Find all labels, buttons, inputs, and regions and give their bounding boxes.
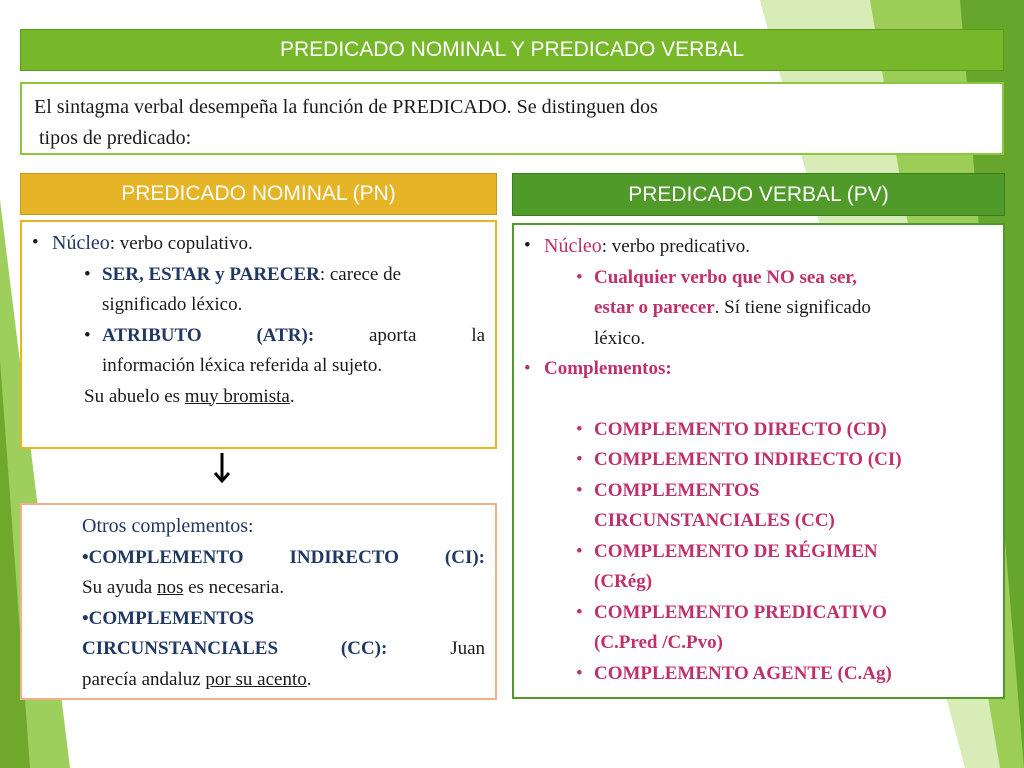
pv-item-cpred-line-1: COMPLEMENTO PREDICATIVO [594,601,887,623]
bullet-icon: • [576,662,583,684]
pn-atr-line-1 [102,321,485,352]
bullet-icon: • [84,324,91,346]
pn-ser-text-2: significado léxico. [102,294,243,315]
pv-item-cd-text: COMPLEMENTO DIRECTO (CD) [594,418,887,440]
pv-complementos-item [524,354,993,385]
otros-cc-label-2b: (CC): [340,638,388,659]
pn-example-pre: Su abuelo es [84,385,185,407]
pn-content-box [20,220,497,449]
bullet-icon: • [576,449,583,470]
pn-atr-abbr: (ATR): [256,324,315,346]
pv-item-cd [524,415,993,446]
pn-nucleo-text: : verbo copulativo. [109,233,253,254]
pv-item-cag [524,659,993,690]
pv-complementos-label: Complementos: [544,358,672,379]
pv-item-creg-line-2: (CRég) [594,571,653,592]
bullet-icon: • [524,358,531,379]
otros-cc-line-2 [82,634,485,665]
intro-line-1: El sintagma verbal desempeña la función de PREDICADO. Se distinguen dos [34,96,658,118]
bullet-icon: • [576,479,583,501]
pn-ser-item [32,260,485,321]
otros-ci-example-post: es necesaria. [183,577,285,598]
arrow-down-icon [210,451,234,485]
pn-header: PREDICADO NOMINAL (PN) [20,173,497,215]
pv-item-cc [524,476,993,537]
pn-atr-line-2: información léxica referida al sujeto. [102,355,383,376]
pn-atr-label: ATRIBUTO [102,324,202,346]
pv-item-creg-line-1: COMPLEMENTO DE RÉGIMEN [594,540,878,562]
bullet-icon: • [576,266,583,288]
bullet-icon: • [576,418,583,440]
bullet-icon: • [84,263,91,285]
bullet-icon: • [524,235,531,256]
pv-cualquier-line-3: léxico. [594,327,646,349]
otros-ci-example-pre: Su ayuda [82,577,157,598]
pn-example-post: . [289,385,295,407]
pv-item-cpred [524,598,993,659]
page-title: PREDICADO NOMINAL Y PREDICADO VERBAL [20,29,1004,71]
pn-ser-text-1: : carece de [319,263,402,285]
bullet-icon: • [32,232,39,253]
pv-item-cag-text: COMPLEMENTO AGENTE (C.Ag) [594,662,892,684]
otros-cc-label-2a: CIRCUNSTANCIALES [82,638,279,659]
pv-item-cpred-line-2: (C.Pred /C.Pvo) [594,632,723,653]
otros-title [82,511,485,543]
pn-example [32,382,485,413]
pn-atr-word-1: aporta [368,324,417,346]
intro-text-box [20,82,1004,155]
pv-cualquier-item [524,263,993,355]
pv-item-ci-text: COMPLEMENTO INDIRECTO (CI) [594,449,902,470]
intro-line-2: tipos de predicado: [39,127,192,149]
otros-cc-example-2-pre: parecía andaluz [82,668,206,690]
pv-header: PREDICADO VERBAL (PV) [512,173,1005,216]
pv-cualquier-line-1: Cualquier verbo que NO sea ser, [594,266,857,288]
otros-cc-label-1: •COMPLEMENTOS [82,607,255,629]
pv-cualquier-line-2: estar o parecer [594,297,715,318]
pv-cualquier-line-2-post: . Sí tiene significado [714,297,871,318]
otros-cc-example-1: Juan [450,638,486,659]
pv-content-box [512,223,1005,699]
otros-title-colon: : [248,516,254,537]
otros-cc-example-2-post: . [306,668,312,690]
pn-atr-word-2: la [471,324,486,346]
pv-nucleo-item [524,231,993,263]
pv-spacer [524,385,993,415]
pn-atr-item [32,321,485,382]
pv-nucleo-text: : verbo predicativo. [601,236,751,257]
pv-item-creg [524,537,993,598]
bullet-icon: • [576,540,583,562]
pv-nucleo-label: Núcleo [544,235,602,257]
otros-complementos-box [20,503,497,700]
otros-title-label: Otros complementos [82,515,249,537]
pn-nucleo-label: Núcleo [52,232,110,254]
pv-item-ci [524,445,993,476]
otros-ci-example-underlined: nos [156,577,184,598]
otros-ci-label: •COMPLEMENTO INDIRECTO (CI): [82,546,485,568]
pn-ser-label: SER, ESTAR y PARECER [102,263,320,285]
pv-item-cc-line-1: COMPLEMENTOS [594,479,760,501]
otros-cc-example-2 [82,665,485,696]
otros-cc-example-2-underlined: por su acento [205,668,307,690]
pn-example-underlined: muy bromista [184,385,290,407]
pv-item-cc-line-2: CIRCUNSTANCIALES (CC) [594,510,835,531]
otros-ci-example [82,573,485,604]
pn-nucleo-item [32,228,485,260]
bullet-icon: • [576,601,583,623]
